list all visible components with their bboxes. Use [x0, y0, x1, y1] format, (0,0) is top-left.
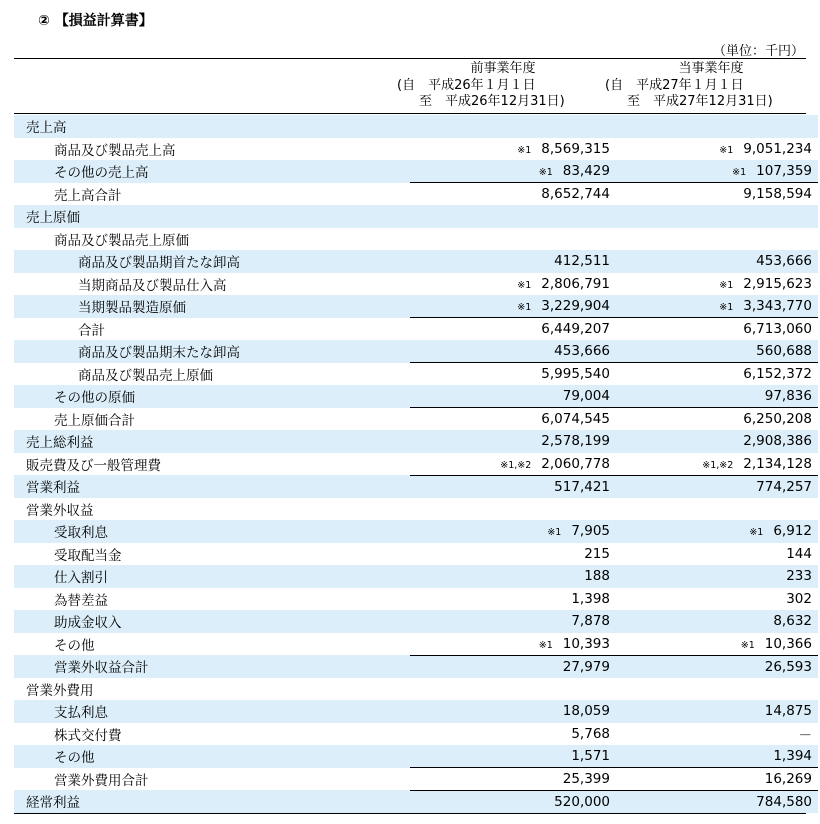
amount: 27,979 — [562, 658, 610, 675]
table-row — [14, 228, 818, 251]
amount: 2,578,199 — [541, 433, 610, 450]
value-curr — [618, 543, 818, 566]
value-prev — [410, 205, 618, 228]
row-label: 仕入割引 — [14, 565, 410, 588]
value-curr — [618, 655, 818, 678]
row-label: 営業外収益 — [26, 502, 94, 519]
value-prev — [410, 520, 618, 543]
amount: 2,806,791 — [541, 275, 610, 292]
note-marker: ※1 — [538, 167, 553, 178]
table-row — [14, 205, 818, 228]
value-prev — [410, 610, 618, 633]
table-row — [14, 700, 818, 723]
value-curr — [618, 745, 818, 768]
row-label: 合計 — [78, 322, 105, 339]
amount: 412,511 — [554, 253, 610, 270]
value-prev — [410, 790, 618, 813]
row-label: 売上高 — [14, 115, 410, 138]
row-label: その他 — [54, 637, 95, 654]
value-prev — [410, 768, 618, 791]
amount: 7,878 — [571, 613, 610, 630]
row-label: 営業外費用合計 — [54, 772, 149, 789]
row-label: 商品及び製品売上原価 — [54, 232, 189, 249]
row-label: 株式交付費 — [54, 727, 122, 744]
amount: 16,269 — [764, 770, 812, 787]
column-header-curr-to: 至 平成27年12月31日) — [627, 94, 773, 109]
table-row — [14, 408, 818, 431]
value-curr — [618, 340, 818, 363]
amount: 233 — [786, 568, 812, 585]
amount: 3,343,770 — [743, 298, 812, 314]
amount: 9,051,234 — [743, 140, 812, 157]
table-row — [14, 475, 818, 498]
amount: 302 — [786, 590, 812, 607]
amount: 8,632 — [773, 613, 812, 630]
value-curr — [618, 790, 818, 813]
amount: 26,593 — [764, 658, 812, 675]
row-label: 商品及び製品売上高 — [54, 142, 176, 159]
amount: 79,004 — [562, 388, 610, 404]
note-marker: ※1 — [517, 302, 532, 313]
table-row — [14, 588, 818, 611]
table-row — [14, 340, 818, 363]
note-marker: ※1 — [749, 527, 764, 539]
value-curr — [618, 520, 818, 543]
income-statement-table — [14, 115, 818, 813]
note-marker: ※1 — [517, 279, 532, 291]
value-curr — [618, 138, 818, 161]
value-curr — [618, 678, 818, 701]
amount: 6,713,060 — [743, 321, 812, 337]
value-prev — [410, 340, 618, 363]
value-prev — [410, 115, 618, 138]
amount: 2,908,386 — [743, 433, 812, 450]
value-prev — [410, 475, 618, 498]
value-curr — [618, 768, 818, 791]
table-row — [14, 745, 818, 768]
value-curr — [618, 363, 818, 386]
row-label: 売上原価 — [14, 205, 410, 228]
row-label: 売上原価合計 — [54, 412, 135, 429]
value-curr — [618, 250, 818, 273]
row-label: 売上高合計 — [54, 187, 122, 204]
row-label: 商品及び製品期末たな卸高 — [14, 340, 410, 363]
value-prev — [410, 318, 618, 341]
header-bottom-rule — [14, 113, 806, 114]
note-marker: ※1 — [719, 144, 734, 156]
note-marker: ※1 — [547, 527, 562, 539]
table-row — [14, 385, 818, 408]
table-bottom-rule — [14, 813, 806, 814]
table-row — [14, 678, 818, 701]
value-prev — [410, 250, 618, 273]
value-curr — [618, 430, 818, 453]
row-label: 助成金収入 — [14, 610, 410, 633]
table-row — [14, 115, 818, 138]
value-prev — [410, 160, 618, 183]
note-marker: ※1 — [732, 167, 747, 178]
row-label: 販売費及び一般管理費 — [26, 457, 161, 474]
value-curr — [618, 205, 818, 228]
row-label: 商品及び製品期首たな卸高 — [14, 250, 410, 273]
value-prev — [410, 498, 618, 521]
value-curr — [618, 475, 818, 498]
value-curr — [618, 295, 818, 318]
value-prev — [410, 183, 618, 206]
row-label: 営業外費用 — [26, 682, 94, 699]
amount: 2,134,128 — [743, 455, 812, 472]
amount: 5,995,540 — [541, 366, 610, 382]
value-curr — [618, 588, 818, 611]
table-row — [14, 430, 818, 453]
amount: 10,393 — [562, 635, 610, 652]
value-curr — [618, 115, 818, 138]
value-curr — [618, 498, 818, 521]
amount: 6,912 — [773, 523, 812, 540]
value-curr — [618, 453, 818, 476]
row-label: その他 — [14, 745, 410, 768]
value-prev — [410, 723, 618, 746]
value-curr — [618, 228, 818, 251]
income-statement-body — [14, 115, 818, 813]
note-marker: ※1 — [740, 639, 755, 651]
amount: 97,836 — [764, 388, 812, 404]
value-prev — [410, 745, 618, 768]
amount: 188 — [584, 568, 610, 585]
row-label: 当期製品製造原価 — [14, 295, 410, 318]
table-row — [14, 318, 818, 341]
amount: － — [798, 727, 812, 744]
value-curr — [618, 385, 818, 408]
column-header-curr-label: 当事業年度 — [678, 61, 744, 76]
amount: 1,398 — [571, 590, 610, 607]
amount: 6,250,208 — [743, 411, 812, 427]
amount: 5,768 — [571, 725, 610, 742]
amount: 774,257 — [756, 478, 812, 495]
table-row — [14, 453, 818, 476]
amount: 7,905 — [571, 523, 610, 540]
value-prev — [410, 295, 618, 318]
value-curr — [618, 273, 818, 296]
amount: 144 — [786, 545, 812, 562]
amount: 453,666 — [554, 343, 610, 359]
value-prev — [410, 228, 618, 251]
amount: 14,875 — [764, 703, 812, 720]
note-marker: ※1 — [517, 144, 532, 156]
table-row — [14, 138, 818, 161]
value-prev — [410, 138, 618, 161]
value-prev — [410, 543, 618, 566]
table-row — [14, 610, 818, 633]
row-label: 支払利息 — [14, 700, 410, 723]
amount: 83,429 — [562, 163, 610, 179]
amount: 6,152,372 — [743, 366, 812, 382]
note-marker: ※1 — [538, 639, 553, 651]
table-row — [14, 723, 818, 746]
row-label: 経常利益 — [14, 790, 410, 813]
row-label: 営業利益 — [14, 475, 410, 498]
column-header-prev — [397, 61, 609, 111]
value-prev — [410, 273, 618, 296]
value-prev — [410, 633, 618, 656]
column-header-curr — [605, 61, 817, 111]
row-label: その他の売上高 — [14, 160, 410, 183]
value-prev — [410, 588, 618, 611]
value-curr — [618, 723, 818, 746]
row-label: 営業外収益合計 — [14, 655, 410, 678]
amount: 215 — [584, 545, 610, 562]
note-marker: ※1,※2 — [702, 459, 734, 471]
column-header-prev-label: 前事業年度 — [470, 61, 536, 76]
value-curr — [618, 633, 818, 656]
amount: 517,421 — [554, 478, 610, 495]
row-label: その他の原価 — [14, 385, 410, 408]
row-label: 当期商品及び製品仕入高 — [78, 277, 227, 294]
table-row — [14, 543, 818, 566]
column-header-prev-to: 至 平成26年12月31日) — [419, 94, 565, 109]
table-row — [14, 768, 818, 791]
row-label: 商品及び製品売上原価 — [78, 367, 213, 384]
table-row — [14, 790, 818, 813]
note-marker: ※1,※2 — [500, 459, 532, 471]
value-prev — [410, 385, 618, 408]
value-curr — [618, 318, 818, 341]
amount: 18,059 — [562, 703, 610, 720]
amount: 8,569,315 — [541, 140, 610, 157]
value-prev — [410, 453, 618, 476]
value-prev — [410, 700, 618, 723]
value-curr — [618, 700, 818, 723]
row-label: 受取配当金 — [54, 547, 122, 564]
value-curr — [618, 408, 818, 431]
amount: 2,915,623 — [743, 275, 812, 292]
table-row — [14, 633, 818, 656]
table-row — [14, 520, 818, 543]
amount: 1,394 — [773, 748, 812, 764]
value-prev — [410, 678, 618, 701]
header-top-rule — [14, 58, 806, 59]
value-prev — [410, 430, 618, 453]
table-row — [14, 273, 818, 296]
value-prev — [410, 565, 618, 588]
column-header-curr-from: (自 平成27年１月１日 — [605, 77, 744, 93]
table-row — [14, 565, 818, 588]
table-row — [14, 363, 818, 386]
table-row — [14, 160, 818, 183]
row-label: 売上総利益 — [14, 430, 410, 453]
amount: 8,652,744 — [541, 186, 610, 202]
unit-label: （単位：千円） — [712, 44, 804, 59]
table-row — [14, 295, 818, 318]
amount: 6,449,207 — [541, 321, 610, 337]
row-label: 受取利息 — [14, 520, 410, 543]
amount: 10,366 — [764, 635, 812, 652]
value-prev — [410, 408, 618, 431]
table-row — [14, 498, 818, 521]
value-curr — [618, 183, 818, 206]
row-label: 為替差益 — [54, 592, 108, 609]
value-curr — [618, 565, 818, 588]
column-header-prev-from: (自 平成26年１月１日 — [397, 77, 536, 93]
value-curr — [618, 160, 818, 183]
amount: 520,000 — [554, 793, 610, 810]
amount: 9,158,594 — [743, 186, 812, 202]
amount: 453,666 — [756, 253, 812, 270]
amount: 2,060,778 — [541, 455, 610, 472]
table-row — [14, 655, 818, 678]
amount: 784,580 — [756, 793, 812, 810]
note-marker: ※1 — [719, 279, 734, 291]
table-row — [14, 183, 818, 206]
value-prev — [410, 363, 618, 386]
amount: 107,359 — [756, 163, 812, 179]
value-curr — [618, 610, 818, 633]
amount: 3,229,904 — [541, 298, 610, 314]
value-prev — [410, 655, 618, 678]
amount: 560,688 — [756, 343, 812, 359]
note-marker: ※1 — [719, 302, 734, 313]
statement-title: ② 【損益計算書】 — [38, 13, 153, 29]
table-row — [14, 250, 818, 273]
amount: 6,074,545 — [541, 411, 610, 427]
amount: 25,399 — [562, 770, 610, 787]
amount: 1,571 — [571, 748, 610, 764]
